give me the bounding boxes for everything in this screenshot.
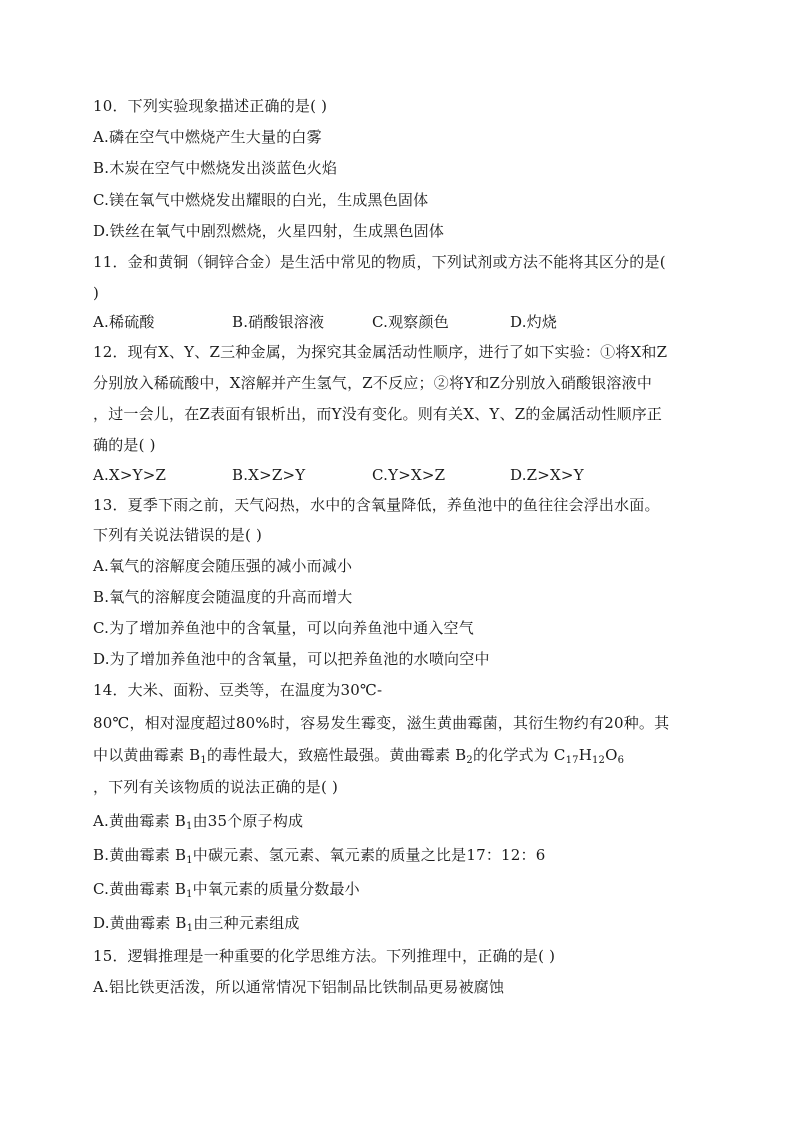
q12-option-b: B.X>Z>Y: [232, 466, 306, 484]
q14-option-b: B.黄曲霉素 $B_1$中碳元素、氢元素、氧元素的质量之比是17：12：6: [93, 846, 546, 866]
q14-option-d: D.黄曲霉素 $B_1$由三种元素组成: [93, 914, 300, 934]
q11-stem-line-1: 11．金和黄铜（铜锌合金）是生活中常见的物质，下列试剂或方法不能将其区分的是(: [93, 253, 666, 271]
q10-option-d: D.铁丝在氧气中剧烈燃烧，火星四射，生成黑色固体: [93, 222, 445, 240]
q13-option-d: D.为了增加养鱼池中的含氧量，可以把养鱼池的水喷向空中: [93, 650, 490, 668]
q14-stem-line-4: ，下列有关该物质的说法正确的是( ): [93, 778, 339, 796]
q12-stem-line-3: ，过一会儿，在Z表面有银析出，而Y没有变化。则有关X、Y、Z的金属活动性顺序正: [93, 405, 663, 423]
q13-option-b: B.氧气的溶解度会随温度的升高而增大: [93, 588, 353, 606]
q13-option-a: A.氧气的溶解度会随压强的减小而减小: [93, 557, 353, 575]
q11-option-c: C.观察颜色: [372, 313, 449, 331]
q11-option-b: B.硝酸银溶液: [232, 313, 325, 331]
q11-option-d: D.灼烧: [510, 313, 558, 331]
q14-stem-line-3: 中以黄曲霉素 $B_1$的毒性最大，致癌性最强。黄曲霉素 $B_2$的化学式为 $C_{17}H_{12}O_6$: [93, 746, 625, 766]
q14-stem-line-2: 80℃，相对湿度超过80%时，容易发生霉变，滋生黄曲霉菌，其衍生物约有20种。其: [93, 714, 670, 732]
q12-option-c: C.Y>X>Z: [372, 466, 446, 484]
q10-option-c: C.镁在氧气中燃烧发出耀眼的白光，生成黑色固体: [93, 191, 429, 209]
q12-option-a: A.X>Y>Z: [93, 466, 167, 484]
q12-stem-line-2: 分别放入稀硫酸中，X溶解并产生氢气，Z不反应；②将Y和Z分别放入硝酸银溶液中: [93, 374, 653, 392]
q11-option-a: A.稀硫酸: [93, 313, 155, 331]
q12-option-d: D.Z>X>Y: [510, 466, 584, 484]
q12-options: [93, 465, 584, 485]
q14-stem-line-1: 14．大米、面粉、豆类等，在温度为30℃-: [93, 681, 383, 699]
q11-options: [93, 312, 557, 332]
q10-option-a: A.磷在空气中燃烧产生大量的白雾: [93, 128, 322, 146]
q14-option-a: A.黄曲霉素 $B_1$由35个原子构成: [93, 812, 304, 832]
q10-stem: 10．下列实验现象描述正确的是( ): [93, 97, 328, 115]
q15-option-a: A.铝比铁更活泼，所以通常情况下铝制品比铁制品更易被腐蚀: [93, 978, 505, 996]
q13-option-c: C.为了增加养鱼池中的含氧量，可以向养鱼池中通入空气: [93, 619, 474, 637]
q13-stem-line-2: 下列有关说法错误的是( ): [93, 526, 263, 544]
q12-stem-line-1: 12．现有X、Y、Z三种金属，为探究其金属活动性顺序，进行了如下实验：①将X和Z: [93, 343, 668, 361]
q10-option-b: B.木炭在空气中燃烧发出淡蓝色火焰: [93, 159, 338, 177]
q12-stem-line-4: 确的是( ): [93, 436, 156, 454]
q14-option-c: C.黄曲霉素 $B_1$中氧元素的质量分数最小: [93, 880, 360, 900]
q15-stem: 15．逻辑推理是一种重要的化学思维方法。下列推理中，正确的是( ): [93, 947, 556, 965]
q13-stem-line-1: 13．夏季下雨之前，天气闷热，水中的含氧量降低，养鱼池中的鱼往往会浮出水面。: [93, 496, 660, 514]
q11-stem-line-2: ): [93, 284, 100, 302]
